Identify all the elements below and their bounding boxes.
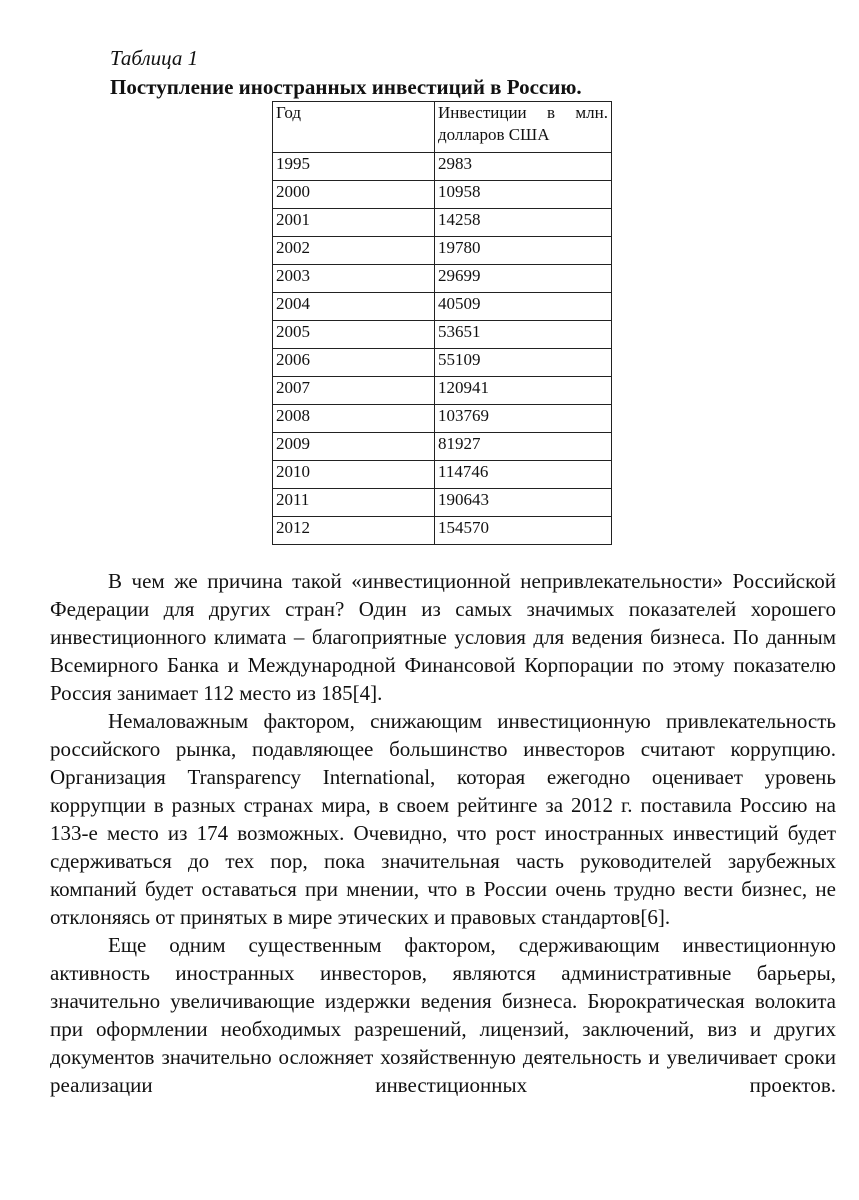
cell-year: 2011 (273, 489, 435, 517)
table-row (273, 377, 612, 405)
cell-investment: 120941 (435, 377, 612, 405)
cell-investment: 81927 (435, 433, 612, 461)
cell-year: 2008 (273, 405, 435, 433)
cell-investment: 40509 (435, 293, 612, 321)
paragraph-3: Еще одним существенным фактором, сдерживающим инвестиционную активность иностранных инвесторов, являются административные барьеры, значительно увеличивающие издержки ведения бизнеса. Бюрократическая волокита при оформлении необходимых разрешений, лицензий, заключений, виз и других документов значительно осложняет хозяйственную деятельность и увеличивает сроки реализации инвестиционных проектов. (50, 933, 836, 1097)
cell-year: 2012 (273, 517, 435, 545)
table-row (273, 321, 612, 349)
cell-year: 2009 (273, 433, 435, 461)
table-row (273, 461, 612, 489)
paragraph-2: Немаловажным фактором, снижающим инвестиционную привлекательность российского рынка, подавляющее большинство инвесторов считают коррупцию. Организация Transparency International, которая ежегодно оценивает уровень коррупции в разных странах мира, в своем рейтинге за 2012 г. поставила Россию на 133-е место из 174 возможных. Очевидно, что рост иностранных инвестиций будет сдерживаться до тех пор, пока значительная часть руководителей зарубежных компаний будет оставаться при мнении, что в России очень трудно вести бизнес, не отклоняясь от принятых в мире этических и правовых стандартов[6]. (50, 709, 836, 929)
paragraph-1: В чем же причина такой «инвестиционной непривлекательности» Российской Федерации для других стран? Один из самых значимых показателей хорошего инвестиционного климата – благоприятные условия для ведения бизнеса. По данным Всемирного Банка и Международной Финансовой Корпорации по этому показателю Россия занимает 112 место из 185[4]. (50, 569, 836, 705)
cell-investment: 53651 (435, 321, 612, 349)
table-title: Поступление иностранных инвестиций в Россию. (110, 75, 582, 99)
cell-investment: 14258 (435, 209, 612, 237)
table-row (273, 433, 612, 461)
cell-year: 2002 (273, 237, 435, 265)
table-header-row (273, 102, 612, 153)
table-row (273, 489, 612, 517)
cell-year: 2010 (273, 461, 435, 489)
cell-year: 2000 (273, 181, 435, 209)
cell-investment: 2983 (435, 153, 612, 181)
cell-investment: 103769 (435, 405, 612, 433)
cell-year: 2003 (273, 265, 435, 293)
table-row (273, 209, 612, 237)
table-row (273, 405, 612, 433)
table-row (273, 349, 612, 377)
cell-investment: 114746 (435, 461, 612, 489)
header-investments: Инвестиции в млн. долларов США (435, 102, 612, 153)
cell-year: 2004 (273, 293, 435, 321)
cell-investment: 29699 (435, 265, 612, 293)
cell-investment: 10958 (435, 181, 612, 209)
table-row (273, 265, 612, 293)
cell-year: 1995 (273, 153, 435, 181)
cell-year: 2007 (273, 377, 435, 405)
table-row (273, 517, 612, 545)
cell-investment: 190643 (435, 489, 612, 517)
table-row (273, 237, 612, 265)
cell-investment: 154570 (435, 517, 612, 545)
table-row (273, 153, 612, 181)
header-year: Год (273, 102, 435, 153)
table-caption: Таблица 1 (110, 46, 199, 70)
cell-year: 2006 (273, 349, 435, 377)
table-row (273, 293, 612, 321)
investment-table (272, 101, 612, 545)
cell-year: 2005 (273, 321, 435, 349)
cell-year: 2001 (273, 209, 435, 237)
cell-investment: 19780 (435, 237, 612, 265)
body-text (50, 567, 836, 1099)
cell-investment: 55109 (435, 349, 612, 377)
table-row (273, 181, 612, 209)
